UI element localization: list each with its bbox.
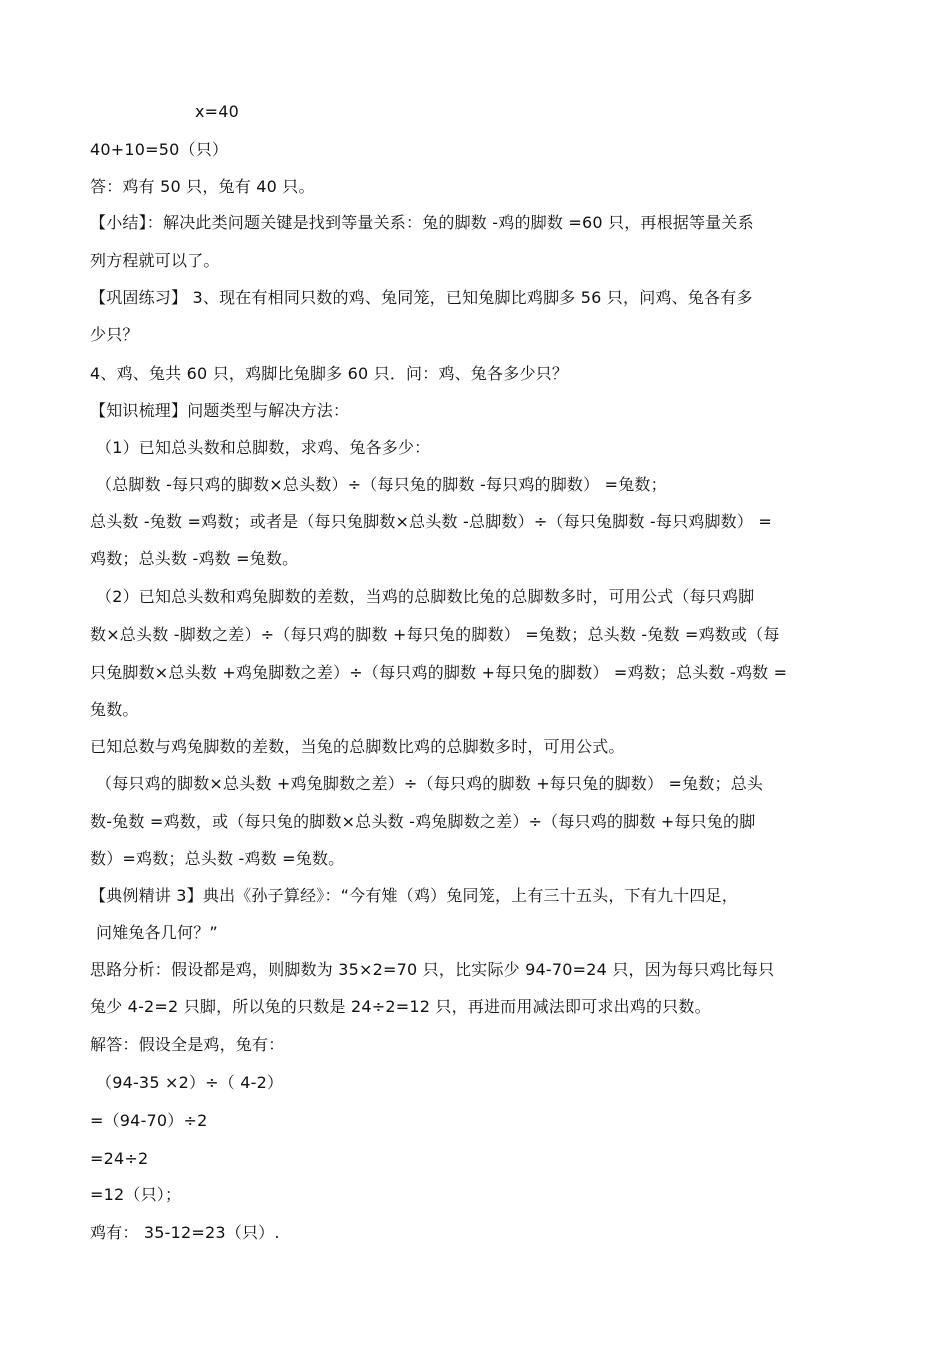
text-line: （总脚数 -每只鸡的脚数×总头数）÷（每只兔的脚数 -每只鸡的脚数） =兔数； bbox=[96, 475, 667, 494]
text-line: =24÷2 bbox=[90, 1149, 149, 1168]
text-line: 只兔脚数×总头数 +鸡兔脚数之差）÷（每只鸡的脚数 +每只兔的脚数） =鸡数；总头数 -鸡数 = bbox=[90, 663, 788, 682]
text-line: 4、鸡、兔共 60 只，鸡脚比兔脚多 60 只．问：鸡、兔各多少只？ bbox=[90, 364, 569, 383]
text-line: x=40 bbox=[195, 102, 240, 121]
text-line: 鸡数；总头数 -鸡数 =兔数。 bbox=[90, 549, 299, 568]
text-line: 【典例精讲 3】典出《孙子算经》：“今有雉（鸡）兔同笼，上有三十五头，下有九十四足， bbox=[90, 886, 738, 905]
text-line: 【巩固练习】 3、现在有相同只数的鸡、兔同笼，已知兔脚比鸡脚多 56 只，问鸡、兔各有多 bbox=[90, 288, 753, 307]
text-line: 总头数 -兔数 =鸡数；或者是（每只兔脚数×总头数 -总脚数）÷（每只兔脚数 -每只鸡脚数） = bbox=[90, 512, 772, 531]
text-line: 问雉兔各几何？” bbox=[96, 923, 218, 942]
text-line: （1）已知总头数和总脚数，求鸡、兔各多少： bbox=[96, 438, 431, 457]
text-line: 列方程就可以了。 bbox=[90, 251, 220, 270]
text-line: 少只？ bbox=[90, 325, 139, 344]
text-line: 数-兔数 =鸡数，或（每只兔的脚数×总头数 -鸡兔脚数之差）÷（每只鸡的脚数 +每只兔的脚 bbox=[90, 812, 756, 831]
text-line: 数）=鸡数；总头数 -鸡数 =兔数。 bbox=[90, 849, 345, 868]
text-line: 鸡有： 35-12=23（只）. bbox=[90, 1223, 280, 1242]
text-line: 兔少 4-2=2 只脚，所以兔的只数是 24÷2=12 只，再进而用减法即可求出鸡的只数。 bbox=[90, 997, 711, 1016]
text-line: 兔数。 bbox=[90, 700, 139, 719]
text-line: 解答：假设全是鸡，兔有： bbox=[90, 1035, 285, 1054]
text-line: =12（只）； bbox=[90, 1185, 182, 1204]
text-line: （每只鸡的脚数×总头数 +鸡兔脚数之差）÷（每只鸡的脚数 +每只兔的脚数） =兔数；总头 bbox=[96, 774, 764, 793]
text-line: 【小结】：解决此类问题关键是找到等量关系：兔的脚数 -鸡的脚数 =60 只，再根据等量关系 bbox=[90, 213, 754, 232]
text-line: 思路分析：假设都是鸡，则脚数为 35×2=70 只，比实际少 94-70=24 只，因为每只鸡比每只 bbox=[90, 960, 775, 979]
text-line: 数×总头数 -脚数之差）÷（每只鸡的脚数 +每只兔的脚数） =兔数；总头数 -兔数 =鸡数或（每 bbox=[90, 625, 780, 644]
text-line: 40+10=50（只） bbox=[90, 140, 229, 159]
text-line: 答：鸡有 50 只，兔有 40 只。 bbox=[90, 177, 315, 196]
text-line: 【知识梳理】问题类型与解决方法： bbox=[90, 401, 350, 420]
text-line: （2）已知总头数和鸡兔脚数的差数，当鸡的总脚数比兔的总脚数多时，可用公式（每只鸡脚 bbox=[96, 587, 755, 606]
text-line: 已知总数与鸡兔脚数的差数，当兔的总脚数比鸡的总脚数多时，可用公式。 bbox=[90, 737, 625, 756]
text-line: =（94-70）÷2 bbox=[90, 1111, 208, 1130]
text-line: （94-35 ×2）÷（ 4-2） bbox=[96, 1073, 284, 1092]
